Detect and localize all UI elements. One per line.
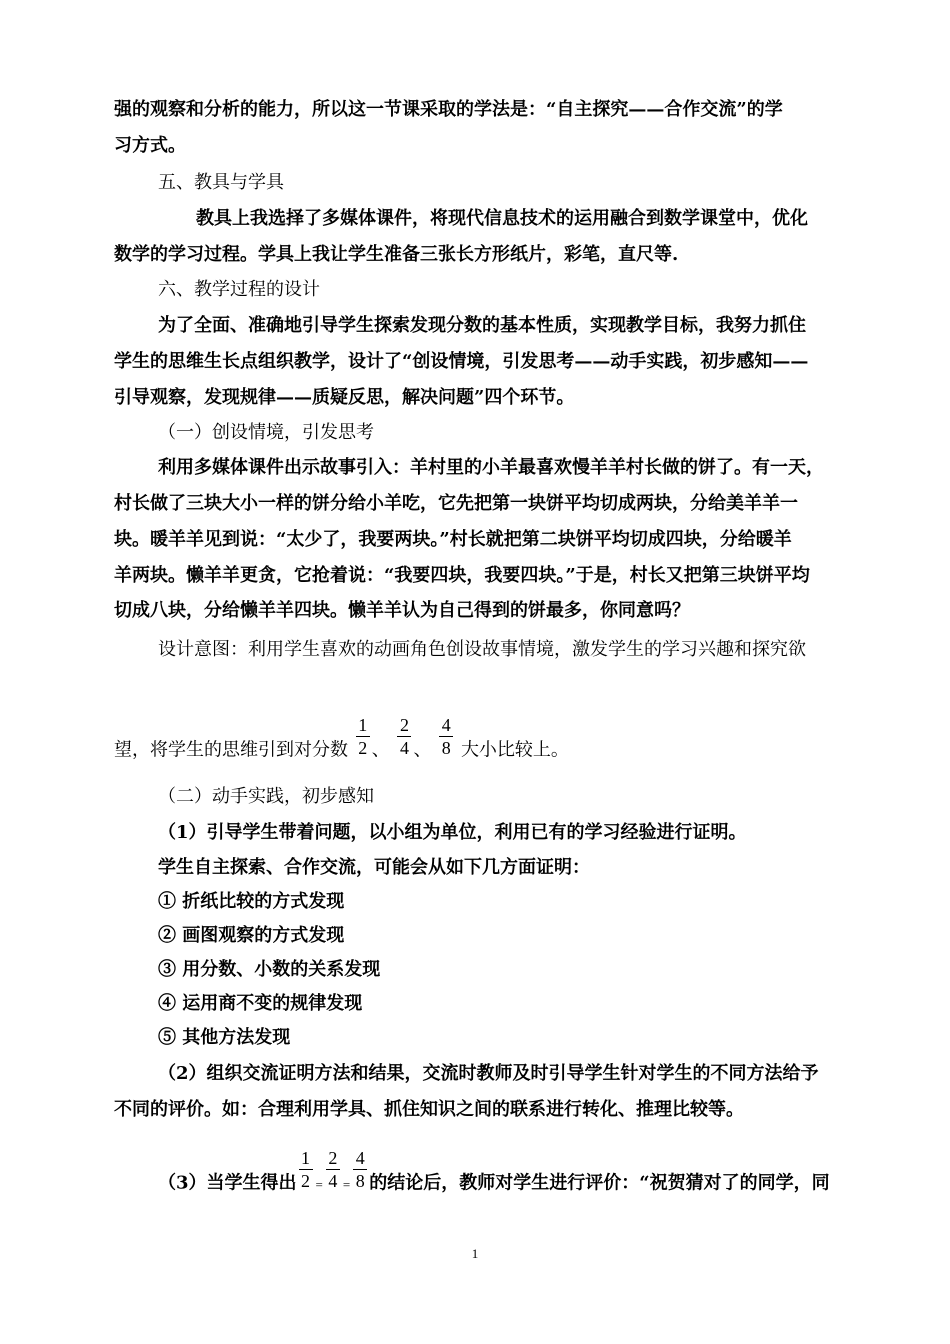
section-heading-5: 五、教具与学具 xyxy=(158,172,284,193)
paragraph-line: 切成八块，分给懒羊羊四块。懒羊羊认为自己得到的饼最多，你同意吗？ xyxy=(114,600,690,621)
paragraph-line: 为了全面、准确地引导学生探索发现分数的基本性质，实现教学目标，我努力抓住 xyxy=(158,315,806,336)
fraction-1-2: $\frac{1}{2}$ xyxy=(356,715,370,758)
paragraph-line: 羊两块。懒羊羊更贪，它抢着说：“我要四块，我要四块。”于是，村长又把第三块饼平均 xyxy=(114,565,810,586)
design-intent-line-with-fractions: 望，将学生的思维引到对分数 $\frac{1}{2}$ 、 $\frac{2}{4}$ 、 $\frac{4}{8}$ 大小比较上。 xyxy=(114,715,569,761)
fraction-2-4: $\frac{2}{4}$ xyxy=(397,715,411,758)
fraction-2-4: $\frac{2}{4}$ xyxy=(326,1148,340,1191)
paragraph-line: 不同的评价。如：合理利用学具、抓住知识之间的联系进行转化、推理比较等。 xyxy=(114,1099,744,1120)
subsection-heading-2: （二）动手实践，初步感知 xyxy=(158,786,374,807)
paragraph-line: 块。暖羊羊见到说：“太少了，我要两块。”村长就把第二块饼平均切成四块，分给暖羊 xyxy=(114,529,792,550)
paragraph-line: （2）组织交流证明方法和结果，交流时教师及时引导学生针对学生的不同方法给予 xyxy=(158,1063,819,1084)
paragraph-line: 习方式。 xyxy=(114,135,186,156)
method-item: ① 折纸比较的方式发现 xyxy=(158,891,345,912)
fraction-1-2: $\frac{1}{2}$ xyxy=(299,1148,313,1191)
paragraph-line: 强的观察和分析的能力，所以这一节课采取的学法是：“自主探究——合作交流”的学 xyxy=(114,99,783,120)
method-item: ③ 用分数、小数的关系发现 xyxy=(158,959,381,980)
paragraph-line: 学生自主探索、合作交流，可能会从如下几方面证明： xyxy=(158,857,590,878)
paragraph-line: 引导观察，发现规律——质疑反思，解决问题”四个环节。 xyxy=(114,387,575,408)
paragraph-line: 村长做了三块大小一样的饼分给小羊吃，它先把第一块饼平均切成两块，分给美羊羊一 xyxy=(114,493,798,514)
paragraph-line: 数学的学习过程。学具上我让学生准备三张长方形纸片，彩笔，直尺等. xyxy=(114,244,679,265)
fraction-4-8: $\frac{4}{8}$ xyxy=(353,1148,367,1191)
subsection-heading-1: （一）创设情境，引发思考 xyxy=(158,422,374,443)
method-item: ④ 运用商不变的规律发现 xyxy=(158,993,363,1014)
paragraph-line-with-equation: （3）当学生得出 $\frac{1}{2}$ = $\frac{2}{4}$ = $\frac{4}{8}$ 的结论后，教师对学生进行评价：“祝贺猜对了的同学，同 xyxy=(158,1148,830,1194)
fraction-4-8: $\frac{4}{8}$ xyxy=(439,715,453,758)
page-number: 1 xyxy=(471,1246,479,1261)
method-item: ⑤ 其他方法发现 xyxy=(158,1027,291,1048)
paragraph-line: 学生的思维生长点组织教学，设计了“创设情境，引发思考——动手实践，初步感知—— xyxy=(114,351,809,372)
paragraph-line: 教具上我选择了多媒体课件，将现代信息技术的运用融合到数学课堂中，优化 xyxy=(196,208,808,229)
method-item: ② 画图观察的方式发现 xyxy=(158,925,345,946)
section-heading-6: 六、教学过程的设计 xyxy=(158,279,320,300)
paragraph-line: 利用多媒体课件出示故事引入：羊村里的小羊最喜欢慢羊羊村长做的饼了。有一天， xyxy=(158,457,824,478)
design-intent-line: 设计意图：利用学生喜欢的动画角色创设故事情境，激发学生的学习兴趣和探究欲 xyxy=(158,639,806,660)
paragraph-line: （1）引导学生带着问题，以小组为单位，利用已有的学习经验进行证明。 xyxy=(158,822,747,843)
